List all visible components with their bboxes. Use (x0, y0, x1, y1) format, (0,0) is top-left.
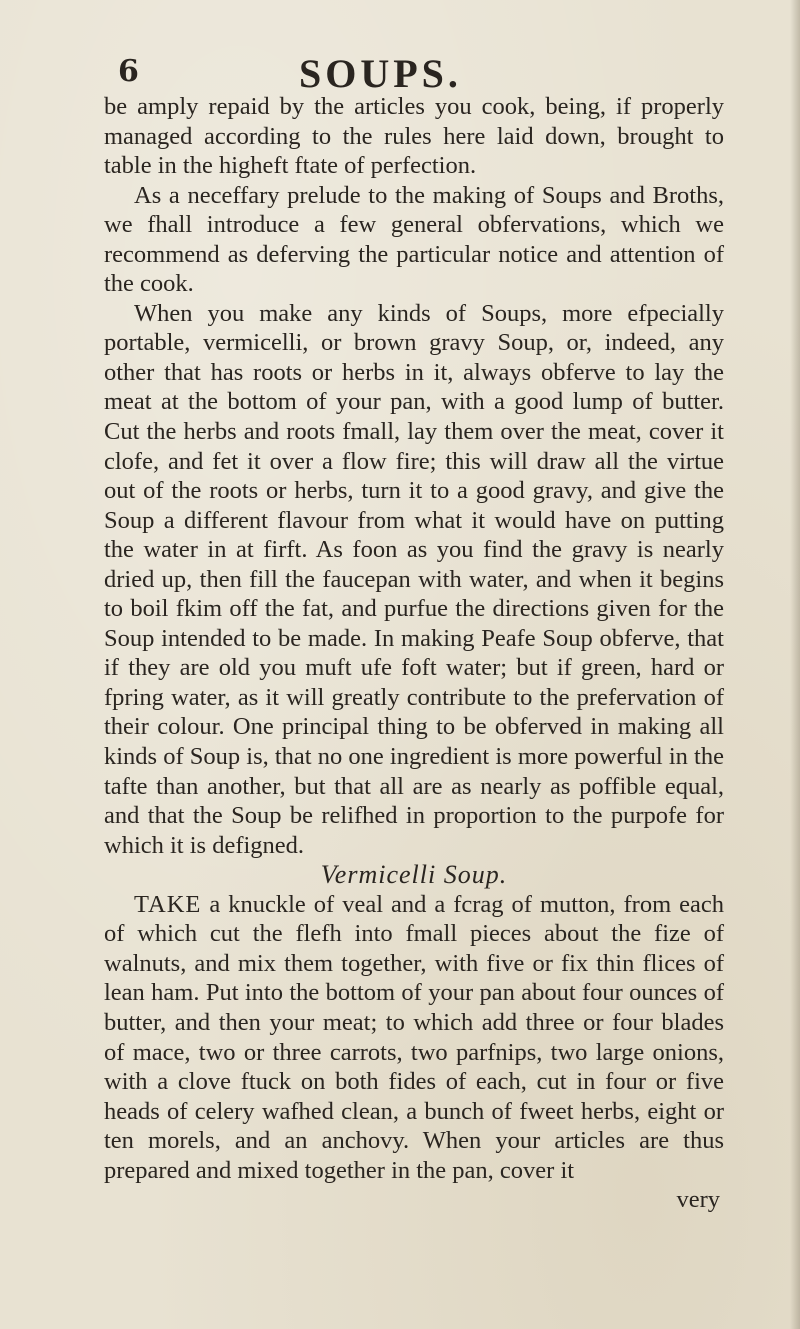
paragraph: be amply repaid by the articles you cook, being, if properly managed according to the rules here laid down, brought to table in the higheft ftate of perfection. (104, 93, 724, 180)
page-number: 6 (118, 54, 139, 89)
page-edge-shadow (790, 0, 800, 1329)
page-header (104, 48, 724, 96)
opening-word: TAKE (134, 890, 202, 918)
recipe-text: a knuckle of veal and a fcrag of mutton, from each of which cut the flefh into fmall pieces about the fize of walnuts, and mix them together, with five or fix thin flices of lean ham. Put into the bottom of your pan about four ounces of butter, and then your meat; to which add three or four blades of mace, two or three carrots, two parfnips, two large onions, with a clove ftuck on both fides of each, cut in four or five heads of celery wafhed clean, a bunch of fweet herbs, eight or ten morels, and an anchovy. When your articles are thus prepared and mixed together in the pan, cover it (104, 890, 724, 1184)
text-block (104, 48, 724, 1215)
paragraph: As a neceffary prelude to the making of Soups and Broths, we fhall introduce a few general obfervations, which we recommend as deferving the particular notice and attention of the cook. (104, 181, 724, 298)
body-text (104, 92, 724, 1215)
paragraph: When you make any kinds of Soups, more efpecially portable, vermicelli, or brown gravy Soup, or, indeed, any other that has roots or herbs in it, always obferve to lay the meat at the bottom of your pan, with a good lump of butter. Cut the herbs and roots fmall, lay them over the meat, cover it clofe, and fet it over a flow fire; this will draw all the virtue out of the roots or herbs, turn it to a good gravy, and give the Soup a different flavour from what it would have on putting the water in at firft. As foon as you find the gravy is nearly dried up, then fill the faucepan with water, and when it begins to boil fkim off the fat, and purfue the directions given for the Soup intended to be made. In making Peafe Soup obferve, that if they are old you muft ufe foft water; but if green, hard or fpring water, as it will greatly contribute to the prefervation of their colour. One principal thing to be obferved in making all kinds of Soup is, that no one ingredient is more powerful in the tafte than another, but that all are as nearly as poffible equal, and that the Soup be relifhed in proportion to the purpofe for which it is defigned. (104, 299, 724, 859)
recipe-paragraph (104, 890, 724, 1185)
section-title: Vermicelli Soup. (320, 860, 508, 890)
running-head: SOUPS. (299, 51, 462, 96)
catchword: very (676, 1186, 720, 1214)
